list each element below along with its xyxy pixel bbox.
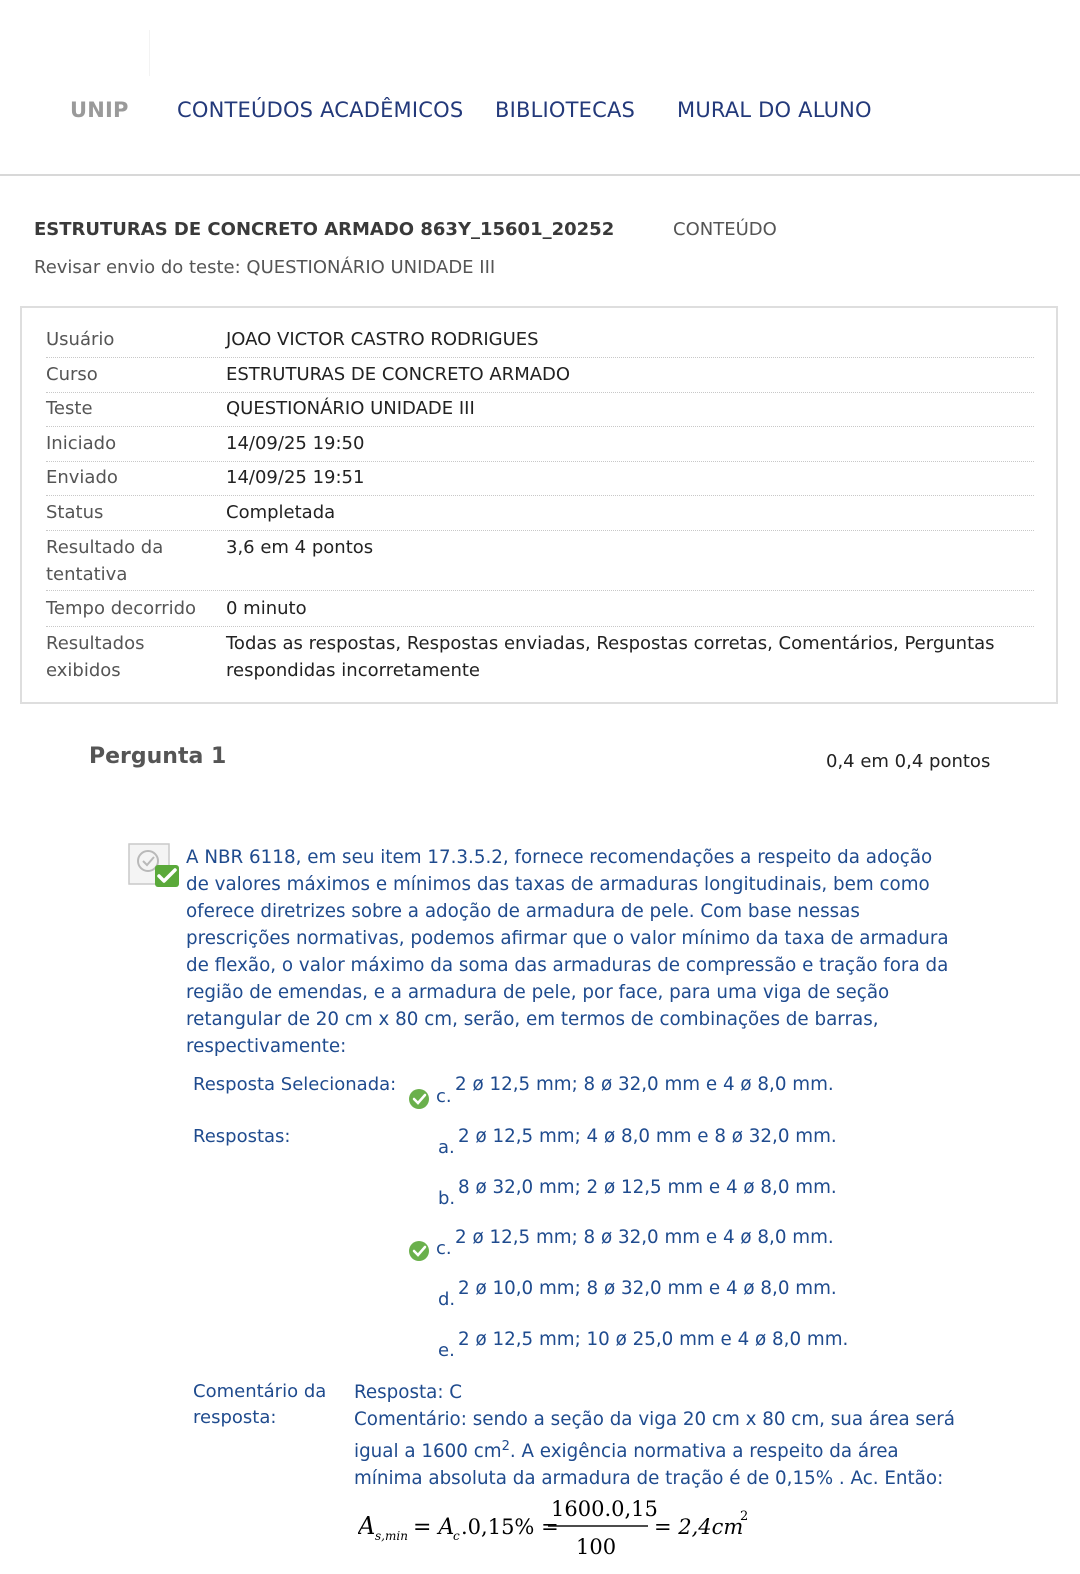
formula-result: = 2,4cm xyxy=(654,1515,744,1539)
formula-lhs-sub: s,min xyxy=(375,1529,408,1543)
formula xyxy=(358,1492,778,1562)
question-text: A NBR 6118, em seu item 17.3.5.2, fornece recomendações a respeito da adoção de valores máximos e mínimos das taxas de armaduras longitudinais, bem como oferece diretrizes sobre a adoção de armadura de pele. Com base nessas prescrições normativas, podemos afirmar que o valor mínimo da taxa de armadura de flexão, o valor máximo da soma das armaduras de compressão e tração fora da região de emendas, e a armadura de pele, por face, para uma viga de seção retangular de 20 cm x 80 cm, serão, em termos de combinações de barras, respectivamente: xyxy=(186,847,949,1057)
info-value: Completada xyxy=(226,502,336,523)
selected-answer-letter: c. xyxy=(436,1086,452,1107)
top-navigation xyxy=(0,0,1080,176)
content-link[interactable]: CONTEÚDO xyxy=(673,219,777,240)
info-label: Tempo decorrido xyxy=(46,598,197,619)
option-a-text: 2 ø 12,5 mm; 4 ø 8,0 mm e 8 ø 32,0 mm. xyxy=(458,1126,837,1147)
formula-denominator: 100 xyxy=(576,1535,617,1559)
formula-numerator: 1600.0,15 xyxy=(551,1497,658,1521)
info-label: Enviado xyxy=(46,467,118,488)
comment-body xyxy=(354,1379,964,1492)
option-e-letter: e. xyxy=(438,1340,455,1361)
formula-lhs: A xyxy=(358,1512,376,1540)
info-row-curso xyxy=(46,361,1034,393)
attempt-info-panel xyxy=(20,306,1058,704)
info-label: Resultado da tentativa xyxy=(46,537,164,585)
formula-eq1: = A xyxy=(413,1515,455,1540)
option-b-letter: b. xyxy=(438,1188,456,1209)
info-row-teste xyxy=(46,395,1034,427)
info-value: 3,6 em 4 pontos xyxy=(226,537,374,558)
nav-conteudos-academicos[interactable]: CONTEÚDOS ACADÊMICOS xyxy=(177,98,464,122)
info-value: ESTRUTURAS DE CONCRETO ARMADO xyxy=(226,364,571,385)
formula-eq1-sub: c xyxy=(453,1529,460,1543)
question-points: 0,4 em 0,4 pontos xyxy=(826,751,991,772)
logo-placeholder xyxy=(40,30,150,76)
comment-label: Comentário da resposta: xyxy=(193,1381,327,1428)
comment-answer: Resposta: C xyxy=(354,1382,463,1403)
option-e-text: 2 ø 12,5 mm; 10 ø 25,0 mm e 4 ø 8,0 mm. xyxy=(458,1329,849,1350)
info-row-enviado xyxy=(46,464,1034,496)
info-row-status xyxy=(46,499,1034,531)
comment-line1: Comentário: sendo a seção da viga 20 cm x 80 cm, sua área será igual a 1600 cm xyxy=(354,1409,955,1462)
selected-answer-label: Resposta Selecionada: xyxy=(193,1074,397,1095)
info-label: Iniciado xyxy=(46,433,117,454)
answers-label: Respostas: xyxy=(193,1126,291,1147)
info-row-iniciado xyxy=(46,430,1034,462)
selected-answer-text: 2 ø 12,5 mm; 8 ø 32,0 mm e 4 ø 8,0 mm. xyxy=(455,1074,834,1095)
formula-result-sup: 2 xyxy=(740,1509,749,1524)
nav-unip[interactable]: UNIP xyxy=(70,98,129,122)
option-c-text: 2 ø 12,5 mm; 8 ø 32,0 mm e 4 ø 8,0 mm. xyxy=(455,1227,834,1248)
info-value: QUESTIONÁRIO UNIDADE III xyxy=(226,398,475,419)
option-a-letter: a. xyxy=(438,1137,455,1158)
option-c-letter: c. xyxy=(436,1238,452,1259)
course-title: ESTRUTURAS DE CONCRETO ARMADO 863Y_15601_20252 xyxy=(34,219,615,240)
info-value: 14/09/25 19:50 xyxy=(226,433,365,454)
info-value: 14/09/25 19:51 xyxy=(226,467,365,488)
info-row-tempo xyxy=(46,595,1034,627)
comment-superscript: 2 xyxy=(501,1439,510,1454)
info-label: Status xyxy=(46,502,104,523)
option-b-text: 8 ø 32,0 mm; 2 ø 12,5 mm e 4 ø 8,0 mm. xyxy=(458,1177,837,1198)
info-row-resultados-exibidos xyxy=(46,630,1034,688)
check-icon xyxy=(408,1240,430,1262)
formula-eq1-rest: .0,15% = xyxy=(461,1515,559,1539)
breadcrumb: Revisar envio do teste: QUESTIONÁRIO UNIDADE III xyxy=(34,257,496,278)
correct-answer-icon xyxy=(128,843,182,891)
info-value: JOAO VICTOR CASTRO RODRIGUES xyxy=(226,329,539,350)
info-label: Resultados exibidos xyxy=(46,633,145,681)
info-value: 0 minuto xyxy=(226,598,307,619)
option-d-letter: d. xyxy=(438,1289,456,1310)
question-title: Pergunta 1 xyxy=(89,744,227,769)
info-value: Todas as respostas, Respostas enviadas, Respostas corretas, Comentários, Perguntas respondidas incorretamente xyxy=(226,633,995,681)
nav-bibliotecas[interactable]: BIBLIOTECAS xyxy=(495,98,636,122)
check-icon xyxy=(408,1088,430,1110)
info-label: Curso xyxy=(46,364,98,385)
option-d-text: 2 ø 10,0 mm; 8 ø 32,0 mm e 4 ø 8,0 mm. xyxy=(458,1278,837,1299)
nav-mural-do-aluno[interactable]: MURAL DO ALUNO xyxy=(677,98,872,122)
info-label: Teste xyxy=(46,398,93,419)
comment-line2: . A exigência normativa a respeito da área mínima absoluta da armadura de tração é de 0,15% . Ac. Então: xyxy=(354,1441,944,1489)
comment-text xyxy=(354,1406,964,1492)
info-row-resultado xyxy=(46,534,1034,591)
info-label: Usuário xyxy=(46,329,115,350)
info-row-usuario xyxy=(46,326,1034,358)
